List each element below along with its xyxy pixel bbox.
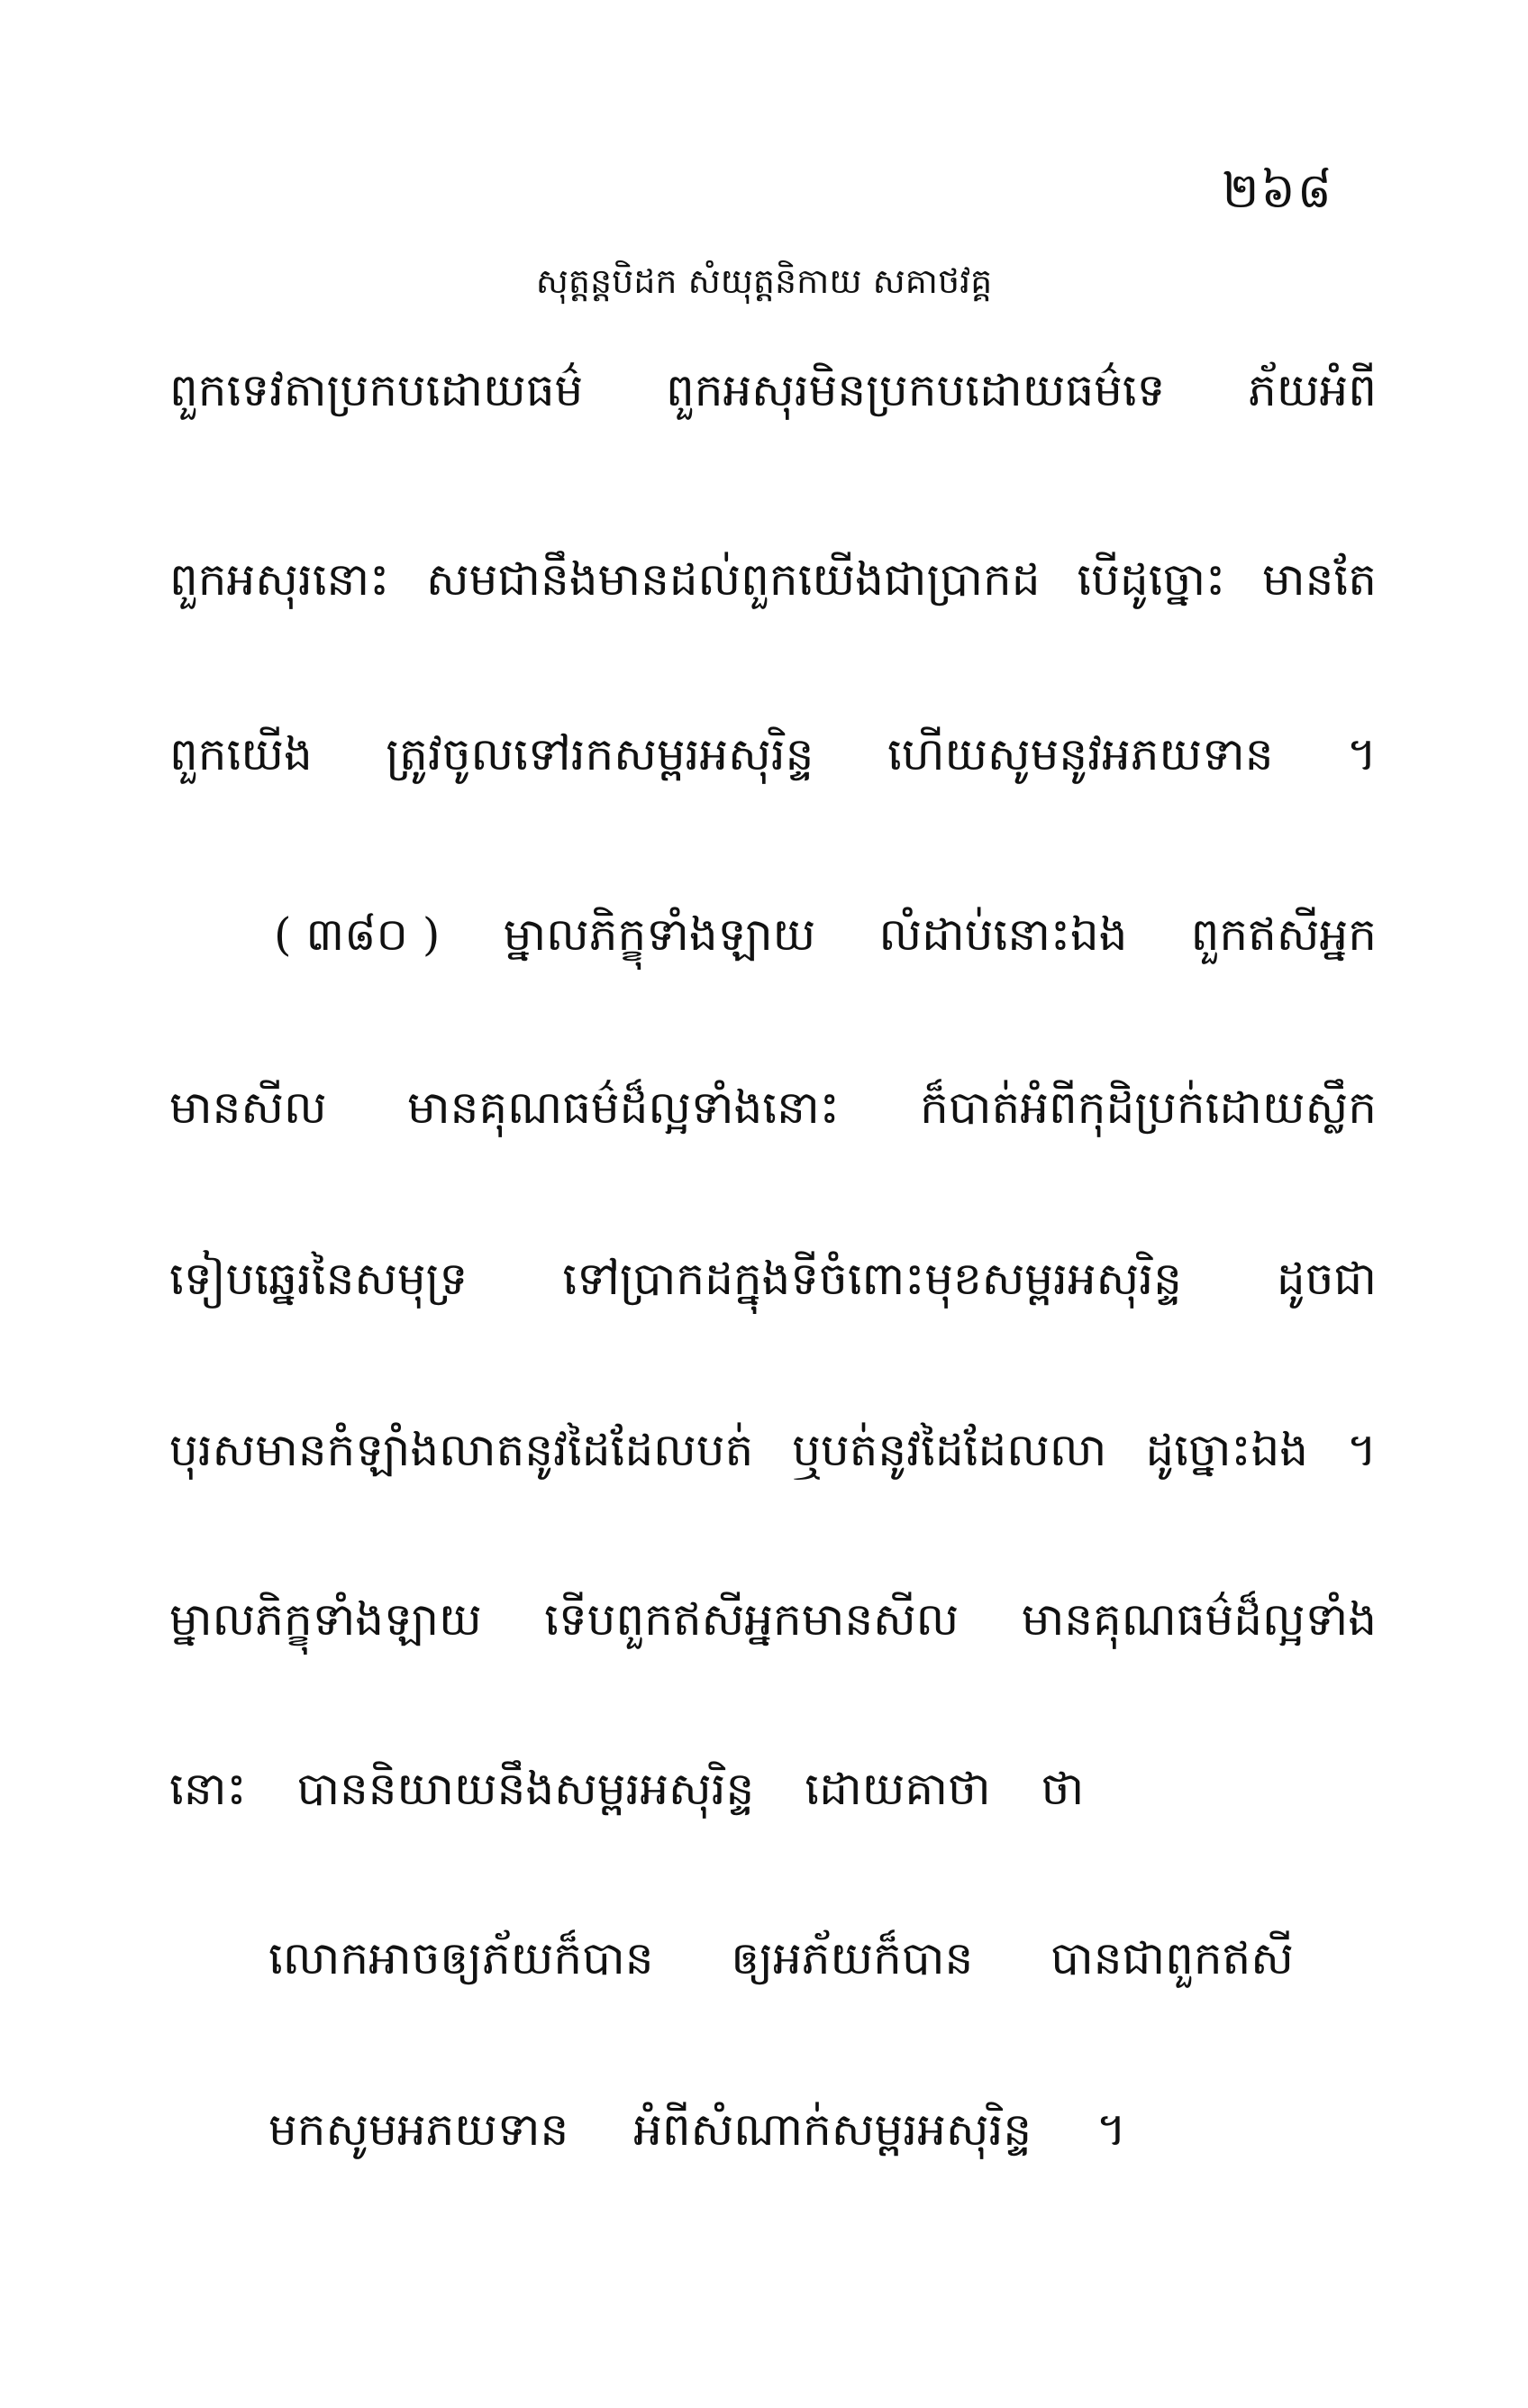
word: បានជាពួកឥសី <box>1050 1932 1294 1984</box>
word: ដោយគាថា <box>805 1763 991 1815</box>
word: ពួកអសុរមិនប្រកបដោយធម៌ទេ <box>665 364 1166 416</box>
word: ។ <box>1096 2103 1126 2156</box>
word: អំពីសំណាក់សម្ពរអសុរិន្ទ <box>633 2103 1032 2156</box>
word: ដូចជា <box>1276 1253 1377 1305</box>
body-line-8 <box>169 1593 1377 1646</box>
word: ដូច្នោះឯង <box>1145 1424 1308 1476</box>
word: ភ័យអំពី <box>1248 364 1377 416</box>
word: មានគុណធម៌ដ៏ល្អទាំងនោះ <box>406 1081 840 1134</box>
body-line-1 <box>169 364 1377 416</box>
body-line-9 <box>169 1763 1377 1815</box>
body-line-3 <box>169 728 1377 780</box>
word: ។ <box>1347 728 1377 780</box>
word: លោកអាចឲ្យភ័យក៏បាន <box>268 1932 654 1984</box>
word: ត្រូវចូលទៅរកសម្ពរអសុរិន្ទ <box>386 728 814 780</box>
word: ម្នាលភិក្ខុទាំងឡាយ <box>169 1593 482 1646</box>
word: បាននិយាយនឹងសម្ពរអសុរិន្ទ <box>296 1763 755 1815</box>
word: ពួកឥសីអ្នក <box>1190 908 1377 961</box>
word: ទៀបឆ្នេរនៃសមុទ្រ <box>169 1253 468 1305</box>
verse-line-1 <box>268 1932 1294 1984</box>
word: ម្នាលភិក្ខុទាំងឡាយ <box>503 908 816 961</box>
word: ពួកយើង <box>169 728 313 780</box>
word: បើដូច្នោះ <box>1077 553 1226 606</box>
verse-line-2 <box>268 2103 1126 2156</box>
word: លំដាប់នោះឯង <box>878 908 1128 961</box>
word: មកសូមអភយទាន <box>268 2103 569 2156</box>
body-line-2 <box>169 553 1377 606</box>
word: ឲ្យអភ័យក៏បាន <box>731 1932 974 1984</box>
running-header: សុត្តន្តបិដក សំយុត្តនិកាយ សគាថវគ្គ <box>535 261 993 301</box>
word: មានសីល <box>169 1081 327 1134</box>
body-line-7 <box>169 1424 1377 1476</box>
word: ឬបត់នូវដៃដែលលា <box>792 1424 1107 1476</box>
body-line-6 <box>169 1253 1377 1305</box>
word: នោះ <box>169 1763 247 1815</box>
word: ទៅប្រាកដក្នុងទីចំពោះមុខសម្ពរអសុរិន្ទ <box>562 1253 1182 1305</box>
word: សមជានឹងមានដល់ពួកយើងជាប្រាកដ <box>426 553 1041 606</box>
paragraph-number: ( ៣៨០ ) <box>274 908 441 961</box>
word: ក៏បាត់អំពីកុដិប្រក់ដោយស្លឹក <box>920 1081 1377 1134</box>
word: ថា <box>1041 1763 1085 1815</box>
word: បុរសមានកំឡាំងលាតនូវដៃដែលបត់ <box>169 1424 754 1476</box>
word: មានតែ <box>1262 553 1377 606</box>
word: មានគុណធម៌ដ៏ល្អទាំង <box>1021 1593 1377 1646</box>
body-line-4 <box>274 908 1377 961</box>
word: ពួកទេវតាប្រកបដោយធម៌ <box>169 364 584 416</box>
page-number: ២៦៨ <box>1222 162 1333 219</box>
word: ។ <box>1347 1424 1377 1476</box>
body-line-5 <box>169 1081 1377 1134</box>
word: ទើបពួកឥសីអ្នកមានសីល <box>544 1593 960 1646</box>
word: ហើយសូមនូវអភយទាន <box>887 728 1274 780</box>
word: ពួកអសុរនោះ <box>169 553 390 606</box>
